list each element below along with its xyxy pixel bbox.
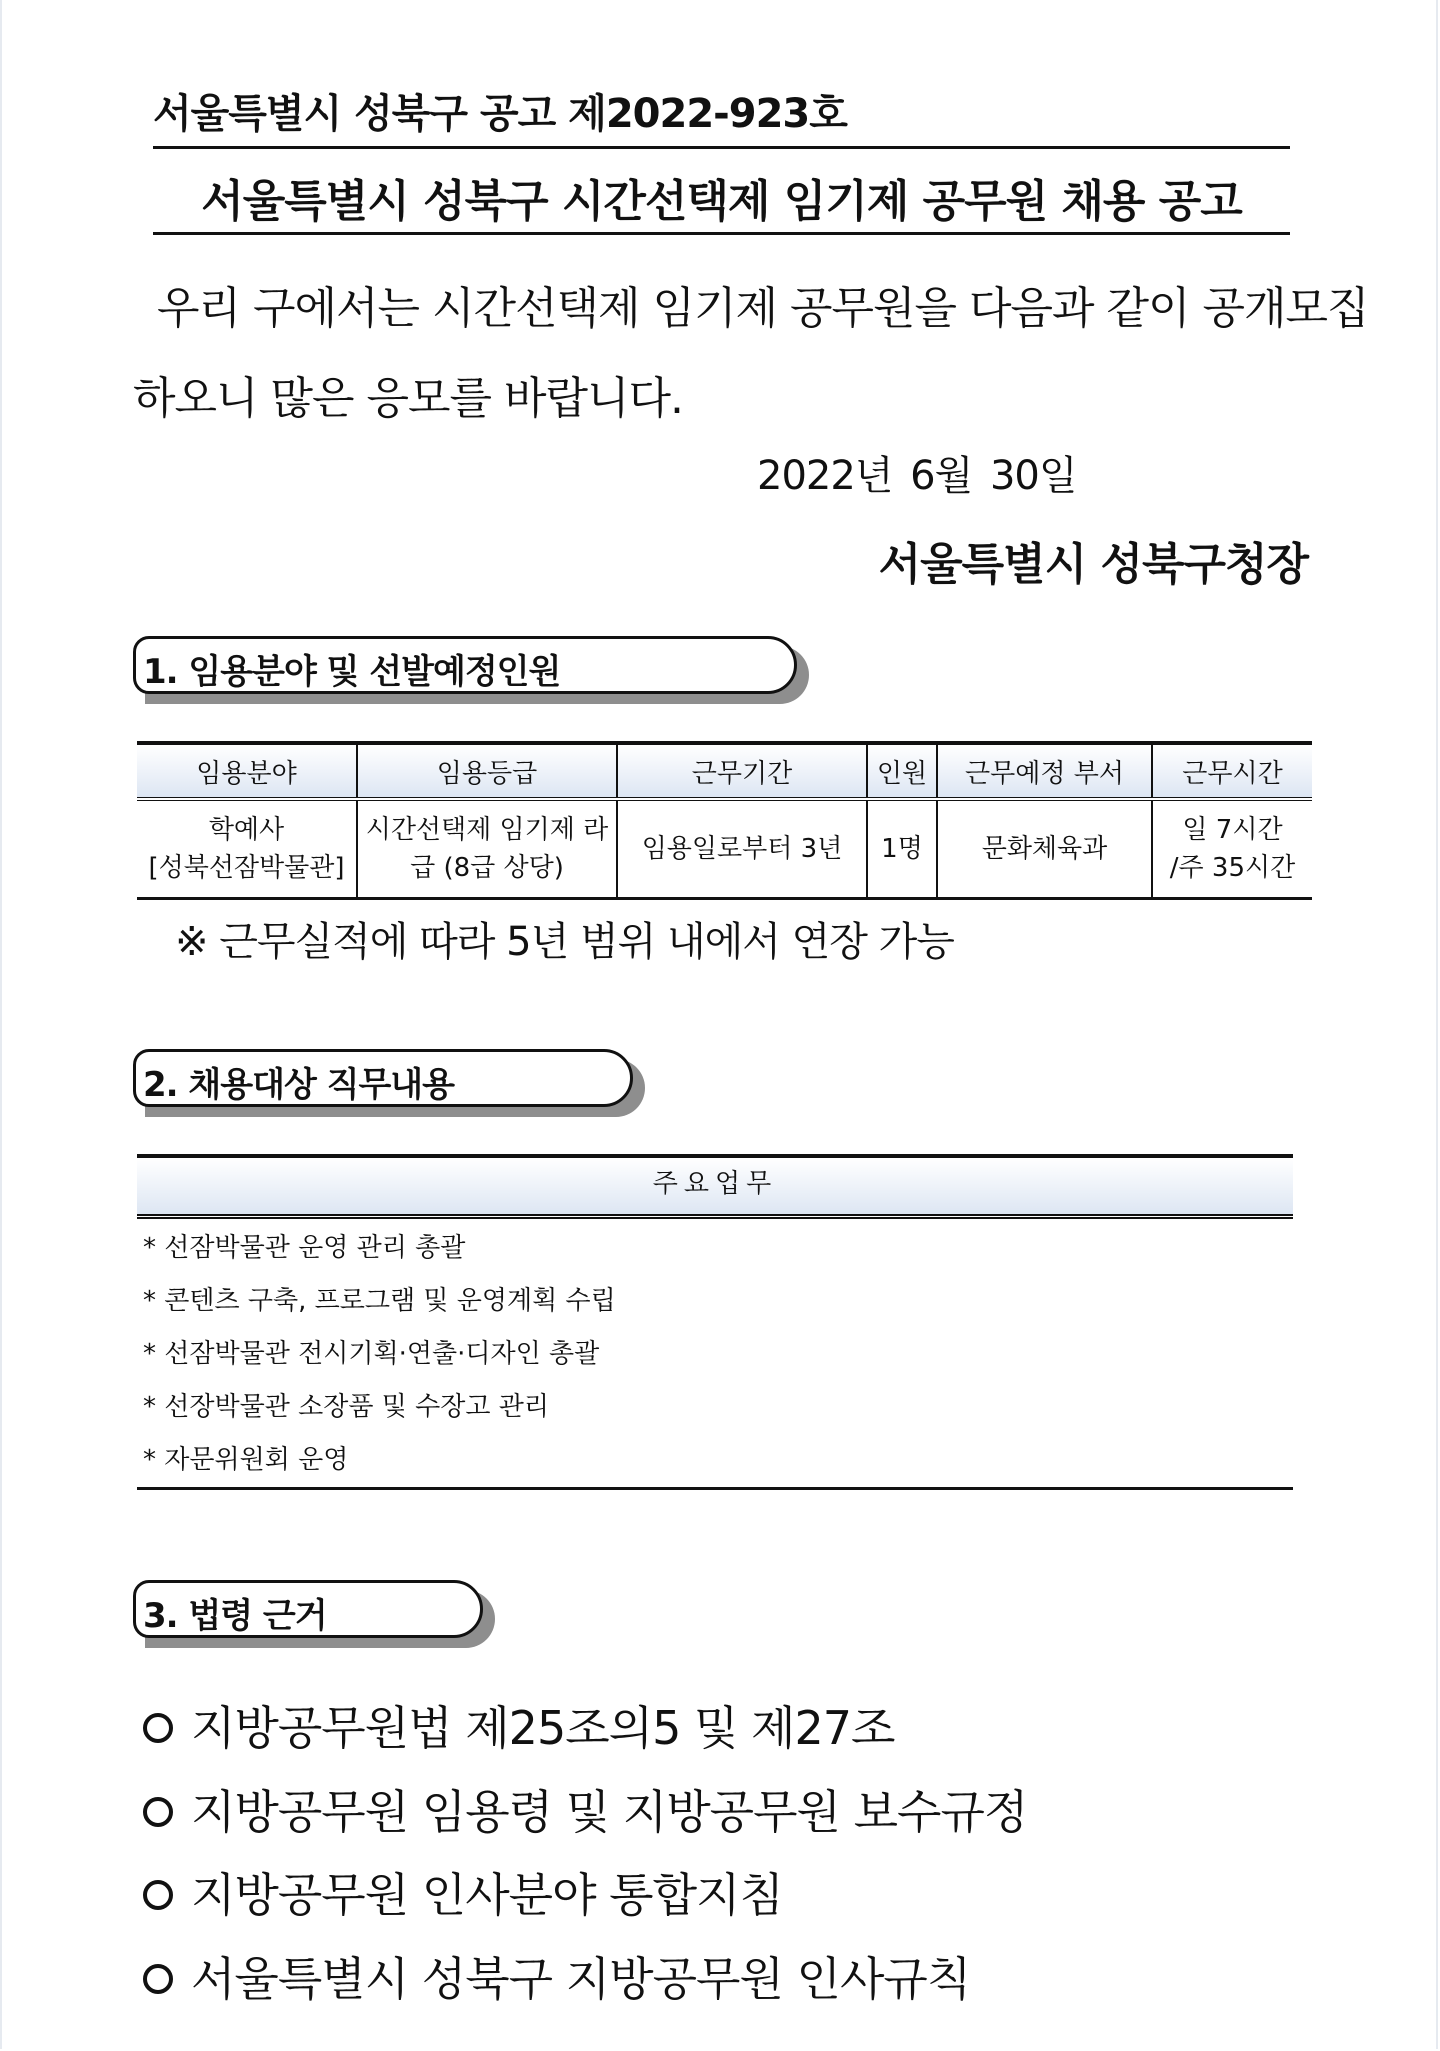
section-2-heading-text: 2. 채용대상 직무내용	[143, 1065, 454, 1105]
duties-table-header: 주요업무	[137, 1154, 1293, 1219]
law-item-text: 서울특별시 성북구 지방공무원 인사규칙	[191, 1952, 971, 2006]
header-department: 근무예정 부서	[937, 743, 1152, 799]
cell-hours	[1152, 799, 1312, 899]
cell-field	[137, 799, 357, 899]
cell-hours-line-2: /주 35시간	[1169, 853, 1296, 883]
cell-grade	[357, 799, 617, 899]
notice-date: 2022년 6월 30일	[757, 453, 1077, 499]
duties-list	[143, 1222, 616, 1487]
section-2-heading	[133, 1049, 633, 1107]
law-item	[143, 1943, 970, 2009]
notice-number: 서울특별시 성북구 공고 제2022-923호	[153, 91, 847, 137]
cell-department: 문화체육과	[937, 799, 1152, 899]
page-title: 서울특별시 성북구 시간선택제 임기제 공무원 채용 공고	[201, 176, 1242, 227]
circle-icon	[143, 1797, 173, 1827]
intro-line-1: 우리 구에서는 시간선택제 임기제 공무원을 다음과 같이 공개모집	[157, 283, 1369, 334]
duties-bottom-rule	[137, 1487, 1293, 1490]
issuer: 서울특별시 성북구청장	[878, 539, 1308, 590]
cell-field-line-2: [성북선잠박물관]	[148, 853, 345, 883]
law-item	[143, 1692, 894, 1758]
cell-count: 1명	[867, 799, 937, 899]
circle-icon	[143, 1713, 173, 1743]
cell-grade-line-2: 급 (8급 상당)	[410, 853, 564, 883]
cell-hours-line-1: 일 7시간	[1182, 815, 1283, 845]
list-item: * 선잠박물관 전시기획·연출·디자인 총괄	[143, 1339, 600, 1369]
header-hours: 근무시간	[1152, 743, 1312, 799]
section-1-heading-text: 1. 임용분야 및 선발예정인원	[143, 652, 561, 692]
extension-note: ※ 근무실적에 따라 5년 범위 내에서 연장 가능	[175, 919, 954, 965]
section-3-heading	[133, 1580, 483, 1638]
list-item: * 선잠박물관 운영 관리 총괄	[143, 1233, 466, 1263]
section-3-heading-text: 3. 법령 근거	[143, 1596, 327, 1636]
law-item-text: 지방공무원 인사분야 통합지침	[191, 1868, 783, 1922]
cell-grade-line-1: 시간선택제 임기제 라	[365, 815, 609, 845]
header-period: 근무기간	[617, 743, 867, 799]
law-item	[143, 1776, 1027, 1842]
table-row	[137, 799, 1312, 899]
section-1-heading	[133, 636, 797, 694]
law-item-text: 지방공무원법 제25조의5 및 제27조	[191, 1701, 895, 1755]
cell-field-line-1: 학예사	[208, 815, 285, 845]
header-field: 임용분야	[137, 743, 357, 799]
list-item: * 선장박물관 소장품 및 수장고 관리	[143, 1392, 549, 1422]
law-item	[143, 1859, 783, 1925]
intro-line-2: 하오니 많은 응모를 바랍니다.	[133, 373, 683, 424]
title-top-rule	[153, 146, 1290, 149]
header-count: 인원	[867, 743, 937, 799]
list-item: * 콘텐츠 구축, 프로그램 및 운영계획 수립	[143, 1286, 616, 1316]
law-item-text: 지방공무원 임용령 및 지방공무원 보수규정	[191, 1785, 1028, 1839]
table-header-row	[137, 743, 1312, 799]
circle-icon	[143, 1880, 173, 1910]
circle-icon	[143, 1964, 173, 1994]
cell-period: 임용일로부터 3년	[617, 799, 867, 899]
title-bottom-rule	[153, 232, 1290, 235]
header-grade: 임용등급	[357, 743, 617, 799]
list-item: * 자문위원회 운영	[143, 1445, 349, 1475]
recruitment-table	[137, 741, 1312, 900]
